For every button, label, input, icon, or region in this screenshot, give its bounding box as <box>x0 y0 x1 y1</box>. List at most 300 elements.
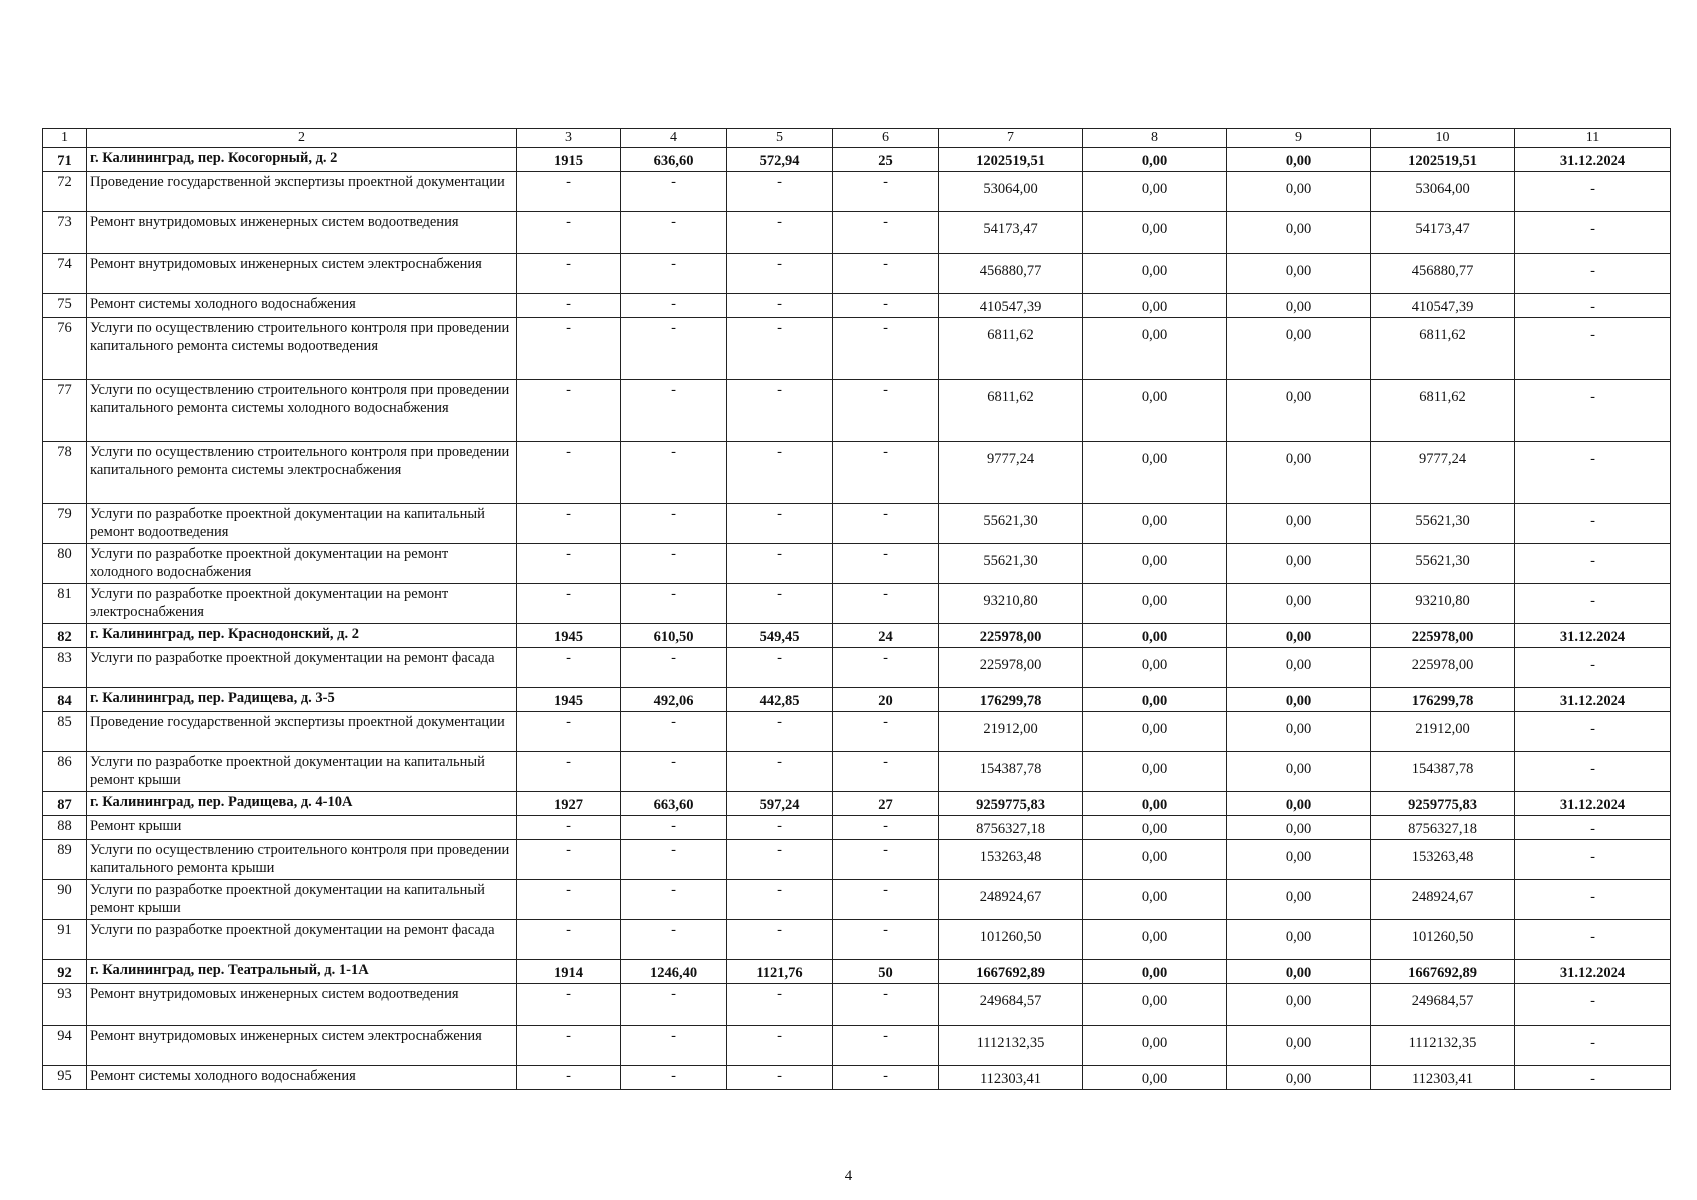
row-number: 77 <box>43 380 87 442</box>
cell-deadline: - <box>1515 442 1671 504</box>
column-header: 7 <box>939 129 1083 148</box>
work-row <box>43 504 1671 544</box>
cell-year: - <box>517 318 621 380</box>
cell-deadline: - <box>1515 752 1671 792</box>
address-row <box>43 960 1671 984</box>
cell-area-living: - <box>727 920 833 960</box>
row-number: 81 <box>43 584 87 624</box>
cell-cost-fund: 0,00 <box>1083 1026 1227 1066</box>
cell-cost-owners: 9259775,83 <box>1371 792 1515 816</box>
work-row <box>43 212 1671 254</box>
cell-cost-other: 0,00 <box>1227 880 1371 920</box>
cell-cost-other: 0,00 <box>1227 584 1371 624</box>
cell-area-living: - <box>727 648 833 688</box>
cell-cost-other: 0,00 <box>1227 148 1371 172</box>
cell-cost-other: 0,00 <box>1227 648 1371 688</box>
cell-deadline: - <box>1515 1026 1671 1066</box>
cell-cost-total: 54173,47 <box>939 212 1083 254</box>
cell-deadline: - <box>1515 380 1671 442</box>
column-header: 2 <box>87 129 517 148</box>
cell-residents: - <box>833 984 939 1026</box>
cell-cost-fund: 0,00 <box>1083 212 1227 254</box>
cell-cost-total: 249684,57 <box>939 984 1083 1026</box>
cell-cost-fund: 0,00 <box>1083 504 1227 544</box>
cell-cost-total: 1667692,89 <box>939 960 1083 984</box>
work-name: Услуги по осуществлению строительного контроля при проведении капитального ремонта крыши <box>87 840 517 880</box>
cell-area-total: - <box>621 318 727 380</box>
cell-area-living: - <box>727 816 833 840</box>
cell-cost-owners: 225978,00 <box>1371 624 1515 648</box>
cell-residents: - <box>833 920 939 960</box>
cell-cost-total: 93210,80 <box>939 584 1083 624</box>
cell-cost-fund: 0,00 <box>1083 880 1227 920</box>
cell-year: - <box>517 584 621 624</box>
row-number: 95 <box>43 1066 87 1090</box>
column-header: 3 <box>517 129 621 148</box>
row-number: 94 <box>43 1026 87 1066</box>
cell-deadline: - <box>1515 294 1671 318</box>
cell-area-living: - <box>727 544 833 584</box>
cell-cost-owners: 248924,67 <box>1371 880 1515 920</box>
cell-residents: - <box>833 1026 939 1066</box>
cell-cost-other: 0,00 <box>1227 254 1371 294</box>
cell-cost-total: 8756327,18 <box>939 816 1083 840</box>
cell-deadline: - <box>1515 880 1671 920</box>
cell-deadline: - <box>1515 172 1671 212</box>
row-number: 79 <box>43 504 87 544</box>
work-name: Услуги по разработке проектной документации на капитальный ремонт крыши <box>87 752 517 792</box>
cell-year: - <box>517 816 621 840</box>
cell-cost-owners: 154387,78 <box>1371 752 1515 792</box>
work-name: г. Калининград, пер. Радищева, д. 3-5 <box>87 688 517 712</box>
cell-cost-other: 0,00 <box>1227 172 1371 212</box>
work-row <box>43 172 1671 212</box>
cell-deadline: - <box>1515 840 1671 880</box>
cell-cost-total: 53064,00 <box>939 172 1083 212</box>
cell-area-total: - <box>621 504 727 544</box>
row-number: 83 <box>43 648 87 688</box>
cell-area-total: - <box>621 840 727 880</box>
row-number: 75 <box>43 294 87 318</box>
cell-cost-fund: 0,00 <box>1083 688 1227 712</box>
cell-cost-fund: 0,00 <box>1083 960 1227 984</box>
cell-cost-owners: 249684,57 <box>1371 984 1515 1026</box>
work-name: Проведение государственной экспертизы проектной документации <box>87 712 517 752</box>
cell-area-total: - <box>621 254 727 294</box>
cell-cost-owners: 225978,00 <box>1371 648 1515 688</box>
cell-cost-owners: 410547,39 <box>1371 294 1515 318</box>
work-name: Услуги по разработке проектной документации на ремонт холодного водоснабжения <box>87 544 517 584</box>
cell-residents: - <box>833 584 939 624</box>
cell-residents: - <box>833 1066 939 1090</box>
cell-cost-owners: 8756327,18 <box>1371 816 1515 840</box>
cell-cost-other: 0,00 <box>1227 294 1371 318</box>
cell-cost-fund: 0,00 <box>1083 1066 1227 1090</box>
cell-cost-other: 0,00 <box>1227 920 1371 960</box>
cell-residents: - <box>833 504 939 544</box>
row-number: 76 <box>43 318 87 380</box>
cell-area-total: - <box>621 294 727 318</box>
cell-cost-other: 0,00 <box>1227 504 1371 544</box>
cell-area-total: - <box>621 920 727 960</box>
work-name: Ремонт внутридомовых инженерных систем водоотведения <box>87 984 517 1026</box>
row-number: 78 <box>43 442 87 504</box>
cell-area-living: - <box>727 254 833 294</box>
cell-area-total: - <box>621 816 727 840</box>
cell-area-total: 492,06 <box>621 688 727 712</box>
cell-cost-other: 0,00 <box>1227 380 1371 442</box>
cell-residents: - <box>833 212 939 254</box>
cell-cost-fund: 0,00 <box>1083 148 1227 172</box>
cell-cost-total: 225978,00 <box>939 648 1083 688</box>
work-row <box>43 1066 1671 1090</box>
cell-year: - <box>517 212 621 254</box>
cell-cost-total: 112303,41 <box>939 1066 1083 1090</box>
row-number: 92 <box>43 960 87 984</box>
cell-area-living: - <box>727 380 833 442</box>
cell-year: - <box>517 504 621 544</box>
cell-year: 1915 <box>517 148 621 172</box>
cell-cost-owners: 1112132,35 <box>1371 1026 1515 1066</box>
cell-deadline: 31.12.2024 <box>1515 624 1671 648</box>
cell-cost-total: 101260,50 <box>939 920 1083 960</box>
cell-deadline: 31.12.2024 <box>1515 148 1671 172</box>
column-header: 6 <box>833 129 939 148</box>
cell-cost-other: 0,00 <box>1227 1066 1371 1090</box>
cell-cost-owners: 112303,41 <box>1371 1066 1515 1090</box>
cell-cost-other: 0,00 <box>1227 792 1371 816</box>
address-row <box>43 688 1671 712</box>
address-row <box>43 624 1671 648</box>
work-row <box>43 648 1671 688</box>
cell-deadline: 31.12.2024 <box>1515 960 1671 984</box>
cell-cost-fund: 0,00 <box>1083 318 1227 380</box>
cell-cost-fund: 0,00 <box>1083 172 1227 212</box>
cell-year: - <box>517 442 621 504</box>
cell-year: - <box>517 648 621 688</box>
cell-year: - <box>517 752 621 792</box>
cell-cost-fund: 0,00 <box>1083 920 1227 960</box>
cell-deadline: - <box>1515 318 1671 380</box>
cell-cost-total: 6811,62 <box>939 380 1083 442</box>
cell-cost-owners: 21912,00 <box>1371 712 1515 752</box>
work-row <box>43 294 1671 318</box>
cell-area-living: 1121,76 <box>727 960 833 984</box>
work-row <box>43 816 1671 840</box>
cell-cost-owners: 153263,48 <box>1371 840 1515 880</box>
cell-cost-owners: 54173,47 <box>1371 212 1515 254</box>
row-number: 71 <box>43 148 87 172</box>
work-name: Ремонт внутридомовых инженерных систем электроснабжения <box>87 254 517 294</box>
work-row <box>43 712 1671 752</box>
cell-area-total: - <box>621 880 727 920</box>
cell-year: 1945 <box>517 624 621 648</box>
row-number: 82 <box>43 624 87 648</box>
cell-cost-total: 456880,77 <box>939 254 1083 294</box>
cell-cost-total: 1112132,35 <box>939 1026 1083 1066</box>
cell-cost-owners: 55621,30 <box>1371 544 1515 584</box>
column-header: 4 <box>621 129 727 148</box>
cell-area-living: - <box>727 294 833 318</box>
cell-area-total: - <box>621 712 727 752</box>
cell-cost-total: 21912,00 <box>939 712 1083 752</box>
cell-cost-other: 0,00 <box>1227 442 1371 504</box>
work-name: г. Калининград, пер. Радищева, д. 4-10А <box>87 792 517 816</box>
cell-cost-other: 0,00 <box>1227 544 1371 584</box>
column-header: 1 <box>43 129 87 148</box>
cell-area-total: - <box>621 544 727 584</box>
cell-deadline: - <box>1515 1066 1671 1090</box>
cell-cost-total: 154387,78 <box>939 752 1083 792</box>
cell-cost-owners: 1202519,51 <box>1371 148 1515 172</box>
column-header: 9 <box>1227 129 1371 148</box>
cell-cost-owners: 93210,80 <box>1371 584 1515 624</box>
row-number: 80 <box>43 544 87 584</box>
cell-cost-owners: 176299,78 <box>1371 688 1515 712</box>
cell-cost-fund: 0,00 <box>1083 544 1227 584</box>
column-header: 5 <box>727 129 833 148</box>
cell-residents: - <box>833 712 939 752</box>
cell-cost-owners: 6811,62 <box>1371 318 1515 380</box>
cell-area-total: - <box>621 172 727 212</box>
work-row <box>43 584 1671 624</box>
cell-residents: - <box>833 172 939 212</box>
cell-cost-total: 9777,24 <box>939 442 1083 504</box>
cell-cost-other: 0,00 <box>1227 212 1371 254</box>
cell-year: - <box>517 254 621 294</box>
cell-area-living: - <box>727 752 833 792</box>
cell-year: - <box>517 984 621 1026</box>
cell-area-total: - <box>621 984 727 1026</box>
cell-cost-owners: 9777,24 <box>1371 442 1515 504</box>
cell-area-total: - <box>621 752 727 792</box>
work-name: Ремонт системы холодного водоснабжения <box>87 294 517 318</box>
row-number: 87 <box>43 792 87 816</box>
cell-cost-fund: 0,00 <box>1083 624 1227 648</box>
work-name: Проведение государственной экспертизы проектной документации <box>87 172 517 212</box>
column-header: 11 <box>1515 129 1671 148</box>
cell-year: - <box>517 172 621 212</box>
cell-cost-total: 248924,67 <box>939 880 1083 920</box>
column-header: 8 <box>1083 129 1227 148</box>
cell-area-total: 663,60 <box>621 792 727 816</box>
row-number: 90 <box>43 880 87 920</box>
cell-deadline: - <box>1515 920 1671 960</box>
cell-deadline: - <box>1515 504 1671 544</box>
column-number-row <box>43 129 1671 148</box>
work-name: Ремонт системы холодного водоснабжения <box>87 1066 517 1090</box>
work-name: Услуги по осуществлению строительного контроля при проведении капитального ремонта системы водоотведения <box>87 318 517 380</box>
cell-area-living: - <box>727 318 833 380</box>
cell-deadline: - <box>1515 984 1671 1026</box>
cell-cost-total: 55621,30 <box>939 544 1083 584</box>
work-name: Услуги по разработке проектной документации на ремонт фасада <box>87 648 517 688</box>
cell-residents: 24 <box>833 624 939 648</box>
cell-residents: - <box>833 544 939 584</box>
cell-cost-owners: 55621,30 <box>1371 504 1515 544</box>
cell-area-total: - <box>621 380 727 442</box>
work-row <box>43 1026 1671 1066</box>
cell-cost-owners: 101260,50 <box>1371 920 1515 960</box>
cell-deadline: - <box>1515 254 1671 294</box>
cell-cost-owners: 6811,62 <box>1371 380 1515 442</box>
row-number: 88 <box>43 816 87 840</box>
cell-cost-fund: 0,00 <box>1083 984 1227 1026</box>
cell-deadline: - <box>1515 212 1671 254</box>
cell-cost-owners: 456880,77 <box>1371 254 1515 294</box>
work-name: г. Калининград, пер. Косогорный, д. 2 <box>87 148 517 172</box>
cell-area-living: - <box>727 1066 833 1090</box>
cell-cost-other: 0,00 <box>1227 984 1371 1026</box>
cell-year: - <box>517 880 621 920</box>
cell-area-living: - <box>727 442 833 504</box>
cell-cost-fund: 0,00 <box>1083 584 1227 624</box>
cell-year: - <box>517 1026 621 1066</box>
cell-cost-total: 6811,62 <box>939 318 1083 380</box>
cell-cost-fund: 0,00 <box>1083 294 1227 318</box>
row-number: 72 <box>43 172 87 212</box>
work-name: Ремонт внутридомовых инженерных систем водоотведения <box>87 212 517 254</box>
work-name: Услуги по осуществлению строительного контроля при проведении капитального ремонта системы электроснабжения <box>87 442 517 504</box>
work-row <box>43 254 1671 294</box>
cell-deadline: - <box>1515 712 1671 752</box>
cell-residents: - <box>833 380 939 442</box>
cell-cost-other: 0,00 <box>1227 840 1371 880</box>
work-name: Услуги по разработке проектной документации на ремонт электроснабжения <box>87 584 517 624</box>
cell-year: - <box>517 544 621 584</box>
cell-deadline: - <box>1515 544 1671 584</box>
cell-cost-other: 0,00 <box>1227 960 1371 984</box>
cell-area-living: 572,94 <box>727 148 833 172</box>
work-row <box>43 840 1671 880</box>
cell-area-living: - <box>727 880 833 920</box>
cell-residents: - <box>833 254 939 294</box>
cell-year: - <box>517 1066 621 1090</box>
row-number: 93 <box>43 984 87 1026</box>
cell-year: - <box>517 920 621 960</box>
cell-deadline: 31.12.2024 <box>1515 792 1671 816</box>
works-table <box>42 128 1671 1090</box>
cell-cost-fund: 0,00 <box>1083 816 1227 840</box>
cell-cost-other: 0,00 <box>1227 752 1371 792</box>
work-row <box>43 984 1671 1026</box>
cell-residents: 20 <box>833 688 939 712</box>
work-row <box>43 318 1671 380</box>
cell-cost-fund: 0,00 <box>1083 840 1227 880</box>
cell-year: 1914 <box>517 960 621 984</box>
cell-residents: 50 <box>833 960 939 984</box>
cell-area-total: - <box>621 212 727 254</box>
cell-cost-fund: 0,00 <box>1083 792 1227 816</box>
row-number: 86 <box>43 752 87 792</box>
cell-cost-other: 0,00 <box>1227 688 1371 712</box>
cell-residents: - <box>833 880 939 920</box>
cell-cost-total: 410547,39 <box>939 294 1083 318</box>
row-number: 84 <box>43 688 87 712</box>
cell-area-total: 636,60 <box>621 148 727 172</box>
work-row <box>43 544 1671 584</box>
cell-cost-owners: 53064,00 <box>1371 172 1515 212</box>
cell-residents: - <box>833 648 939 688</box>
row-number: 91 <box>43 920 87 960</box>
cell-cost-fund: 0,00 <box>1083 380 1227 442</box>
cell-area-total: - <box>621 1066 727 1090</box>
cell-area-living: - <box>727 840 833 880</box>
work-name: Ремонт крыши <box>87 816 517 840</box>
cell-residents: - <box>833 840 939 880</box>
work-row <box>43 380 1671 442</box>
cell-cost-other: 0,00 <box>1227 712 1371 752</box>
page-number: 4 <box>844 1168 853 1184</box>
cell-cost-fund: 0,00 <box>1083 752 1227 792</box>
cell-residents: 27 <box>833 792 939 816</box>
cell-deadline: 31.12.2024 <box>1515 688 1671 712</box>
cell-area-living: - <box>727 584 833 624</box>
cell-cost-total: 1202519,51 <box>939 148 1083 172</box>
cell-cost-other: 0,00 <box>1227 1026 1371 1066</box>
cell-area-total: - <box>621 1026 727 1066</box>
cell-area-living: - <box>727 984 833 1026</box>
cell-area-living: - <box>727 712 833 752</box>
cell-area-total: - <box>621 442 727 504</box>
cell-cost-fund: 0,00 <box>1083 712 1227 752</box>
cell-year: 1927 <box>517 792 621 816</box>
row-number: 85 <box>43 712 87 752</box>
cell-area-total: 1246,40 <box>621 960 727 984</box>
address-row <box>43 792 1671 816</box>
cell-residents: - <box>833 752 939 792</box>
cell-year: - <box>517 712 621 752</box>
cell-cost-fund: 0,00 <box>1083 254 1227 294</box>
cell-cost-owners: 1667692,89 <box>1371 960 1515 984</box>
cell-residents: - <box>833 816 939 840</box>
column-header: 10 <box>1371 129 1515 148</box>
cell-residents: - <box>833 318 939 380</box>
cell-residents: - <box>833 294 939 318</box>
cell-area-living: - <box>727 212 833 254</box>
row-number: 74 <box>43 254 87 294</box>
row-number: 89 <box>43 840 87 880</box>
work-row <box>43 880 1671 920</box>
work-row <box>43 442 1671 504</box>
row-number: 73 <box>43 212 87 254</box>
cell-cost-fund: 0,00 <box>1083 442 1227 504</box>
cell-area-living: 442,85 <box>727 688 833 712</box>
cell-area-living: 549,45 <box>727 624 833 648</box>
cell-year: - <box>517 380 621 442</box>
cell-area-living: - <box>727 172 833 212</box>
cell-cost-total: 176299,78 <box>939 688 1083 712</box>
work-row <box>43 920 1671 960</box>
work-name: г. Калининград, пер. Театральный, д. 1-1А <box>87 960 517 984</box>
cell-area-total: - <box>621 648 727 688</box>
work-name: Услуги по разработке проектной документации на ремонт фасада <box>87 920 517 960</box>
cell-year: - <box>517 294 621 318</box>
cell-area-total: 610,50 <box>621 624 727 648</box>
work-name: г. Калининград, пер. Краснодонский, д. 2 <box>87 624 517 648</box>
cell-cost-fund: 0,00 <box>1083 648 1227 688</box>
cell-area-living: 597,24 <box>727 792 833 816</box>
work-name: Услуги по разработке проектной документации на капитальный ремонт крыши <box>87 880 517 920</box>
work-name: Услуги по осуществлению строительного контроля при проведении капитального ремонта системы холодного водоснабжения <box>87 380 517 442</box>
cell-cost-other: 0,00 <box>1227 624 1371 648</box>
cell-cost-other: 0,00 <box>1227 816 1371 840</box>
cell-residents: 25 <box>833 148 939 172</box>
cell-cost-total: 9259775,83 <box>939 792 1083 816</box>
address-row <box>43 148 1671 172</box>
cell-cost-total: 153263,48 <box>939 840 1083 880</box>
cell-deadline: - <box>1515 584 1671 624</box>
